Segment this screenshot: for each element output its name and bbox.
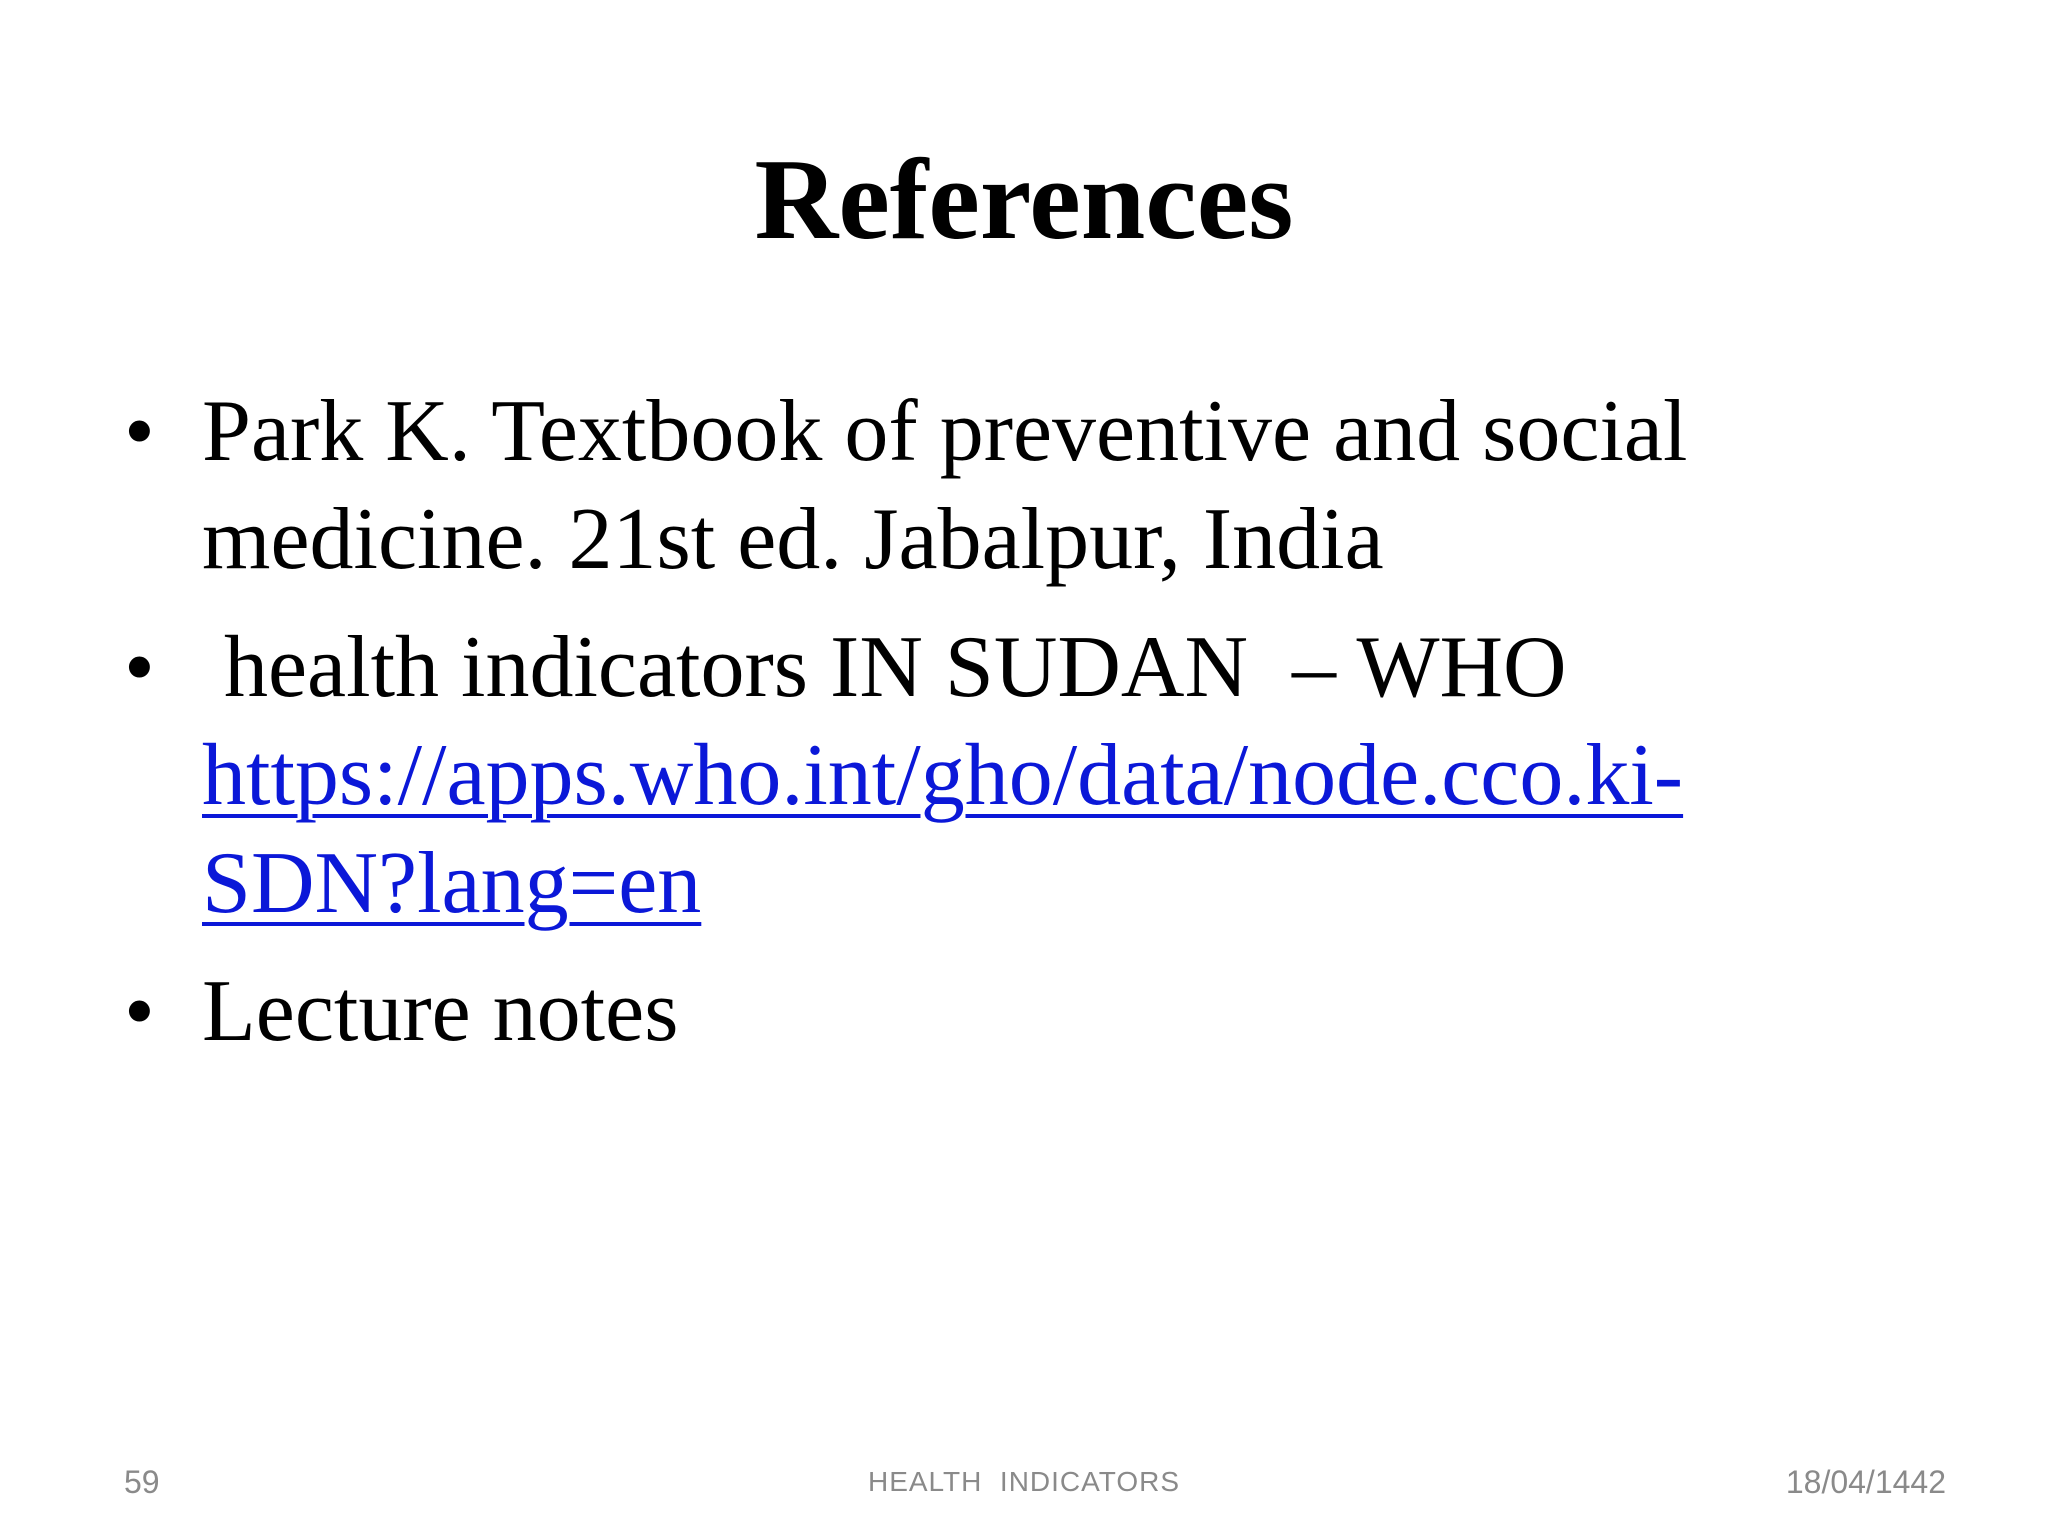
- slide-number: 59: [124, 1464, 160, 1500]
- slide-title: References: [754, 136, 1294, 264]
- reference-text: health indicators IN SUDAN – WHO: [202, 619, 1567, 716]
- bullet-icon: •: [124, 383, 155, 480]
- bullet-icon: •: [124, 619, 155, 716]
- footer-date: 18/04/1442: [1785, 1464, 1946, 1500]
- reference-item-textbook: [0, 378, 1822, 594]
- reference-item-who: [0, 614, 1822, 938]
- references-list: [0, 378, 2048, 1086]
- reference-item-lecture-notes: [0, 958, 1822, 1066]
- who-data-link[interactable]: https://apps.who.int/gho/data/node.cco.ki-SDN?lang=en: [202, 727, 1684, 932]
- bullet-icon: •: [124, 963, 155, 1060]
- reference-text: Park K. Textbook of preventive and social medicine. 21st ed. Jabalpur, India: [202, 383, 1688, 588]
- footer-title: HEALTH INDICATORS: [867, 1466, 1181, 1497]
- reference-text: Lecture notes: [202, 963, 679, 1060]
